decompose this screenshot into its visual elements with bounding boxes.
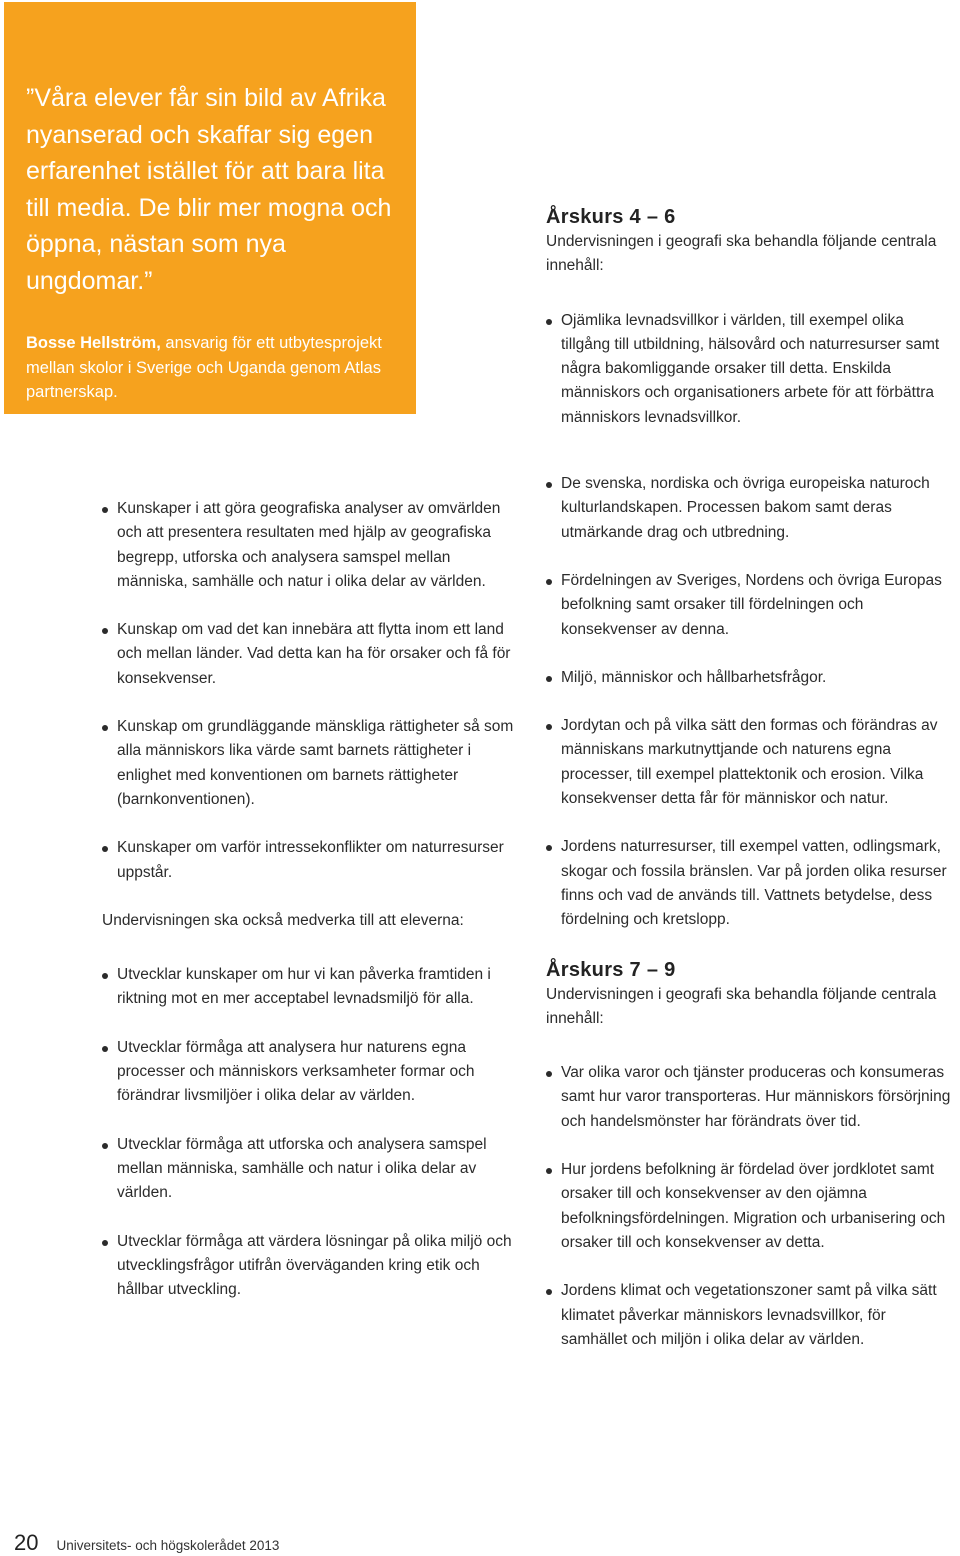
list-item: De svenska, nordiska och övriga europeiska naturoch kulturlandskapen. Processen bakom samt deras utmärkande drag och utbredning.: [546, 472, 956, 545]
left-column: [102, 497, 522, 1326]
page-footer: [14, 1530, 279, 1556]
list-item: Utvecklar kunskaper om hur vi kan påverka framtiden i riktning mot en mer acceptabel levnadsmiljö för alla.: [102, 963, 522, 1012]
list-item: Kunskaper om varför intressekonflikter om naturresurser uppstår.: [102, 836, 522, 885]
quote-text: ”Våra elever får sin bild av Afrika nyanserad och skaffar sig egen erfarenhet istället för att bara lita till media. De blir mer mogna och öppna, nästan som nya ungdomar.”: [26, 84, 392, 295]
section-heading-7-9: Årskurs 7 – 9: [546, 958, 676, 981]
list-item: Kunskap om vad det kan innebära att flytta inom ett land och mellan länder. Vad detta kan ha för orsaker och få för konsekvenser.: [102, 618, 522, 691]
quote-author: Bosse Hellström,: [26, 334, 161, 352]
list-item: Jordytan och på vilka sätt den formas och förändras av människans markutnyttjande och naturens egna processer, till exempel plattektonik och erosion. Vilka konsekvenser detta får för människor och natur.: [546, 714, 956, 811]
list-item: Hur jordens befolkning är fördelad över jordklotet samt orsaker till och konsekvenser av den ojämna befolkningsfördelningen. Migration och urbanisering och orsaker till och konsekvenser av detta.: [546, 1158, 956, 1255]
section-heading-4-6: Årskurs 4 – 6: [546, 206, 676, 228]
secondary-intro: Undervisningen ska också medverka till att eleverna:: [102, 911, 464, 929]
content-list-4-6: [546, 309, 956, 933]
list-item: Ojämlika levnadsvillkor i världen, till exempel olika tillgång till utbildning, hälsovård och naturresurser samt några bakomliggande orsaker till detta. Enskilda människors och organisationers arbete för att förbättra människors levnadsvillkor.: [546, 309, 956, 430]
list-item: Kunskaper i att göra geografiska analyser av omvärlden och att presentera resultaten med hjälp av geografiska begrepp, utforska och analysera samspel mellan människa, samhälle och natur i olika delar av världen.: [102, 497, 522, 594]
right-column: [546, 204, 956, 1376]
publisher-text: Universitets- och högskolerådet 2013: [56, 1538, 280, 1553]
content-list-7-9: [546, 1061, 956, 1352]
list-item: Utvecklar förmåga att analysera hur naturens egna processer och människors verksamheter formar och förändrar livsmiljöer i olika delar av världen.: [102, 1036, 522, 1109]
list-item: Fördelningen av Sveriges, Nordens och övriga Europas befolkning samt orsaker till fördelningen och konsekvenser av denna.: [546, 569, 956, 642]
list-item: Utvecklar förmåga att utforska och analysera samspel mellan människa, samhälle och natur i olika delar av världen.: [102, 1133, 522, 1206]
list-item: Miljö, människor och hållbarhetsfrågor.: [546, 666, 956, 690]
list-item: Utvecklar förmåga att värdera lösningar på olika miljö och utvecklingsfrågor utifrån överväganden kring etik och hållbar utveckling.: [102, 1230, 522, 1303]
list-item: Jordens klimat och vegetationszoner samt på vilka sätt klimatet påverkar människors levnadsvillkor, för samhället och miljön i olika delar av världen.: [546, 1279, 956, 1352]
page-number: 20: [14, 1530, 39, 1555]
quote-attribution: [26, 331, 394, 405]
list-item: Var olika varor och tjänster produceras och konsumeras samt hur varor transporteras. Hur människors försörjning och handelsmönster har förändrats över tid.: [546, 1061, 956, 1134]
list-item: Jordens naturresurser, till exempel vatten, odlingsmark, skogar och fossila bränslen. Var på jorden olika resurser finns och vad de används till. Vattnets betydelse, dess fördelning och kretslopp.: [546, 835, 956, 932]
list-item: Kunskap om grundläggande mänskliga rättigheter så som alla människors lika värde samt barnets rättigheter i enlighet med konventionen om barnets rättigheter (barnkonventionen).: [102, 715, 522, 812]
knowledge-list: [102, 497, 522, 885]
quote-box: [4, 2, 416, 414]
quote-author-role: ansvarig för ett utbytesprojekt mellan skolor i Sverige och Uganda genom Atlas partnerskap.: [26, 334, 382, 401]
section-intro-7-9: Undervisningen i geografi ska behandla följande centrala innehåll:: [546, 985, 937, 1027]
develop-list: [102, 963, 522, 1302]
section-intro-4-6: Undervisningen i geografi ska behandla följande centrala innehåll:: [546, 233, 937, 275]
